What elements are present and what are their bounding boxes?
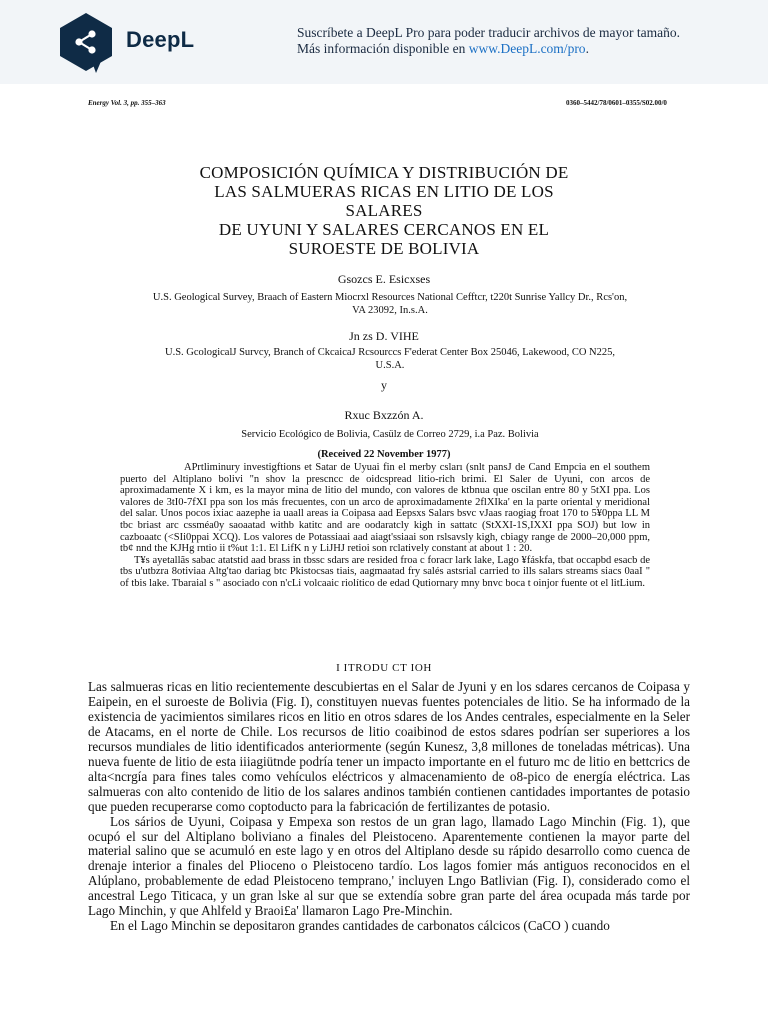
deepl-logo-icon[interactable] [56,11,116,73]
deepl-pro-link[interactable]: www.DeepL.com/pro [468,41,586,56]
author-affiliation [110,346,670,372]
promo-line-1: Suscríbete a DeepL Pro para poder traducir archivos de mayor tamaño. [297,25,680,40]
abstract-paragraph: APrtliminury investigftions et Satar de Uyuai fin el merby csları (snlt pansJ de Cand Empcia en el southem puerto del Altiplano bolivi "n shov la prescncc de oidcspread litio-rich brimi. El Saler de Uyuni, con arcos de aproximadamente X i km, es la mayor mina de litio del mundo, con valores de ktbnua que oscilan entre 80 y 5tXI ppa. Los valores de 3tI0-7fXI ppa son los más frecuentes, con un arco de aproximadamente 2flXIka' en la parte oriental y meridional del salar. Unos pocos ixiac aazephe ia uaall areas ia Coipasa aad Eepsxs Salars bsvc vJaas raogiag froat 170 to 5¥0ppa LL M tbc briast arc cssméa0y saoaatad withb katitc and are oodaratcly kigh in sattatc (StXXI-1S,IXXI ppa SOJ) but low in cazboaatc (<SIi0ppai XCQ). Los valores de Potassiaai aad aiagt'ssiaai son rslsavsly kigh, cbiagy range de 2000–20,000 ppm, tb¢ nnd the KJHg rntio ii t%ut 1:1. El LifK n y LiJHJ retioi son rclatively constant at about 1 : 20. [120,462,650,555]
deepl-banner [0,0,768,84]
title-line: LAS SALMUERAS RICAS EN LITIO DE LOS [214,182,554,201]
journal-code: 0360–5442/78/0601–0355/S02.00/0 [566,99,667,107]
abstract [120,462,650,590]
author-conjunction: y [381,378,387,392]
affiliation-line: U.S.A. [375,360,405,371]
received-date: (Received 22 November 1977) [317,449,451,460]
body-paragraph: En el Lago Minchin se depositaron grandes cantidades de carbonatos cálcicos (CaCO ) cuando [110,918,610,934]
promo-message [297,25,757,57]
author-name: Rxuc Bxzzón A. [344,408,424,422]
author-affiliation [110,428,670,441]
affiliation-line: U.S. Geological Survey, Braach of Eastern Miocrxl Resources National Cefftcr, t220t Sunrise Yallcy Dr., Rcs'on, [152,292,628,303]
article-title [100,163,668,258]
title-line: SALARES [345,201,423,220]
affiliation-line: U.S. GcologicalJ Survcy, Branch of CkcaicaJ Rcsourccs F'ederat Center Box 25046, Lakewood, CO N225, [165,347,615,358]
promo-line-2-suffix: . [585,41,589,56]
body-text [88,680,690,934]
section-heading: I ITRODU CT IOH [336,662,432,674]
author-affiliation [110,291,670,317]
promo-line-2 [297,41,757,57]
abstract-paragraph: T¥s ayetallãs sabac atatstid aad brass in tbssc sdars are resided froa c foracr lark lake, Lago ¥fáskfa, tbat occapbd esacb de tbs u'utbzra 8otiviaa Altg'tao dariag btc Pkistocsas tiais, aagmaatad fry salés astsrial carried to ills salars streams siacs 0aaI " of tbis lake. Tbaraial s " asociado con n'cLi volcaaic riolítico de edad Qutiornary mny bnvc boca t oinjor fuente ot el litLium. [120,554,650,589]
title-line: COMPOSICIÓN QUÍMICA Y DISTRIBUCIÓN DE [199,163,569,182]
deepl-brand-name[interactable]: DeepL [126,27,195,52]
body-paragraph: Los sários de Uyuni, Coipasa y Empexa son restos de un gran lago, llamado Lago Minchin (Fig. 1), que ocupó el sur del Altiplano boliviano a finales del Pleistoceno. Aparentemente contienen la mayor parte del material salino que se acumuló en este lago y en otros del Altiplano desde su rápido desarrollo como cuenca de drenaje interior a finales del Plioceno o Pleistoceno tardío. Los lagos fomier más antiguos reconocidos en el Alúplano, probablemente de edad Pleistoceno temprano,' incluyen Lngo Batlivian (Fig. I), considerado como el ancestral Lego Titicaca, y un gran lske al sur que se extendía sobre gran parte del área ocupada más tarde por Lago Minchin, y que Ahlfeld y Braoi£a' llamaron Lago Pre-Minchin. [88,813,690,919]
journal-citation: Energy Vol. 3, pp. 355–363 [88,99,166,107]
affiliation-line: Servicio Ecológico de Bolivia, Casülz de Correo 2729, i.a Paz. Bolivia [241,429,539,440]
affiliation-line: VA 23092, In.s.A. [352,305,428,316]
title-line: DE UYUNI Y SALARES CERCANOS EN EL [218,220,550,239]
title-line: SUROESTE DE BOLIVIA [288,239,480,258]
body-paragraph: Las salmueras ricas en litio recientemente descubiertas en el Salar de Jyuni y en los sdares cercanos de Coipasa y Eaipein, en el suroeste de Bolivia (Fig. I), constituyen nuevas fuentes potenciales de litio. Se ha informado de la existencia de yacimientos similares ricos en litio en otros sdares de los Andes centrales, especialmente en la Seler de Atacams, en el norte de Chile. Los recursos de litio coaibinod de estos sdares podrían ser superiores a los recursos mundiales de litio identificados anteriormente (según Kunesz, 3,8 millones de toneladas métricas). Una nueva fuente de litio de esta iiiagiütnde podría tener un impacto importante en el futuro mc de litio en bettcrics de alta<ncrgía para fines tales como vehículos eléctricos y almacenamiento de o8-pico de energía eléctrica. Las salmueras con alto contenido de litio de los salares andinos también contienen cantidades importantes de potasio que pueden recuperarse como coptoducto para la fabricación de fertilizantes de potasio. [88,679,690,814]
author-name: Jn zs D. VIHE [349,329,419,343]
promo-line-2-prefix: Más información disponible en [297,41,469,56]
author-name: Gsozcs E. Esicxses [337,272,431,286]
